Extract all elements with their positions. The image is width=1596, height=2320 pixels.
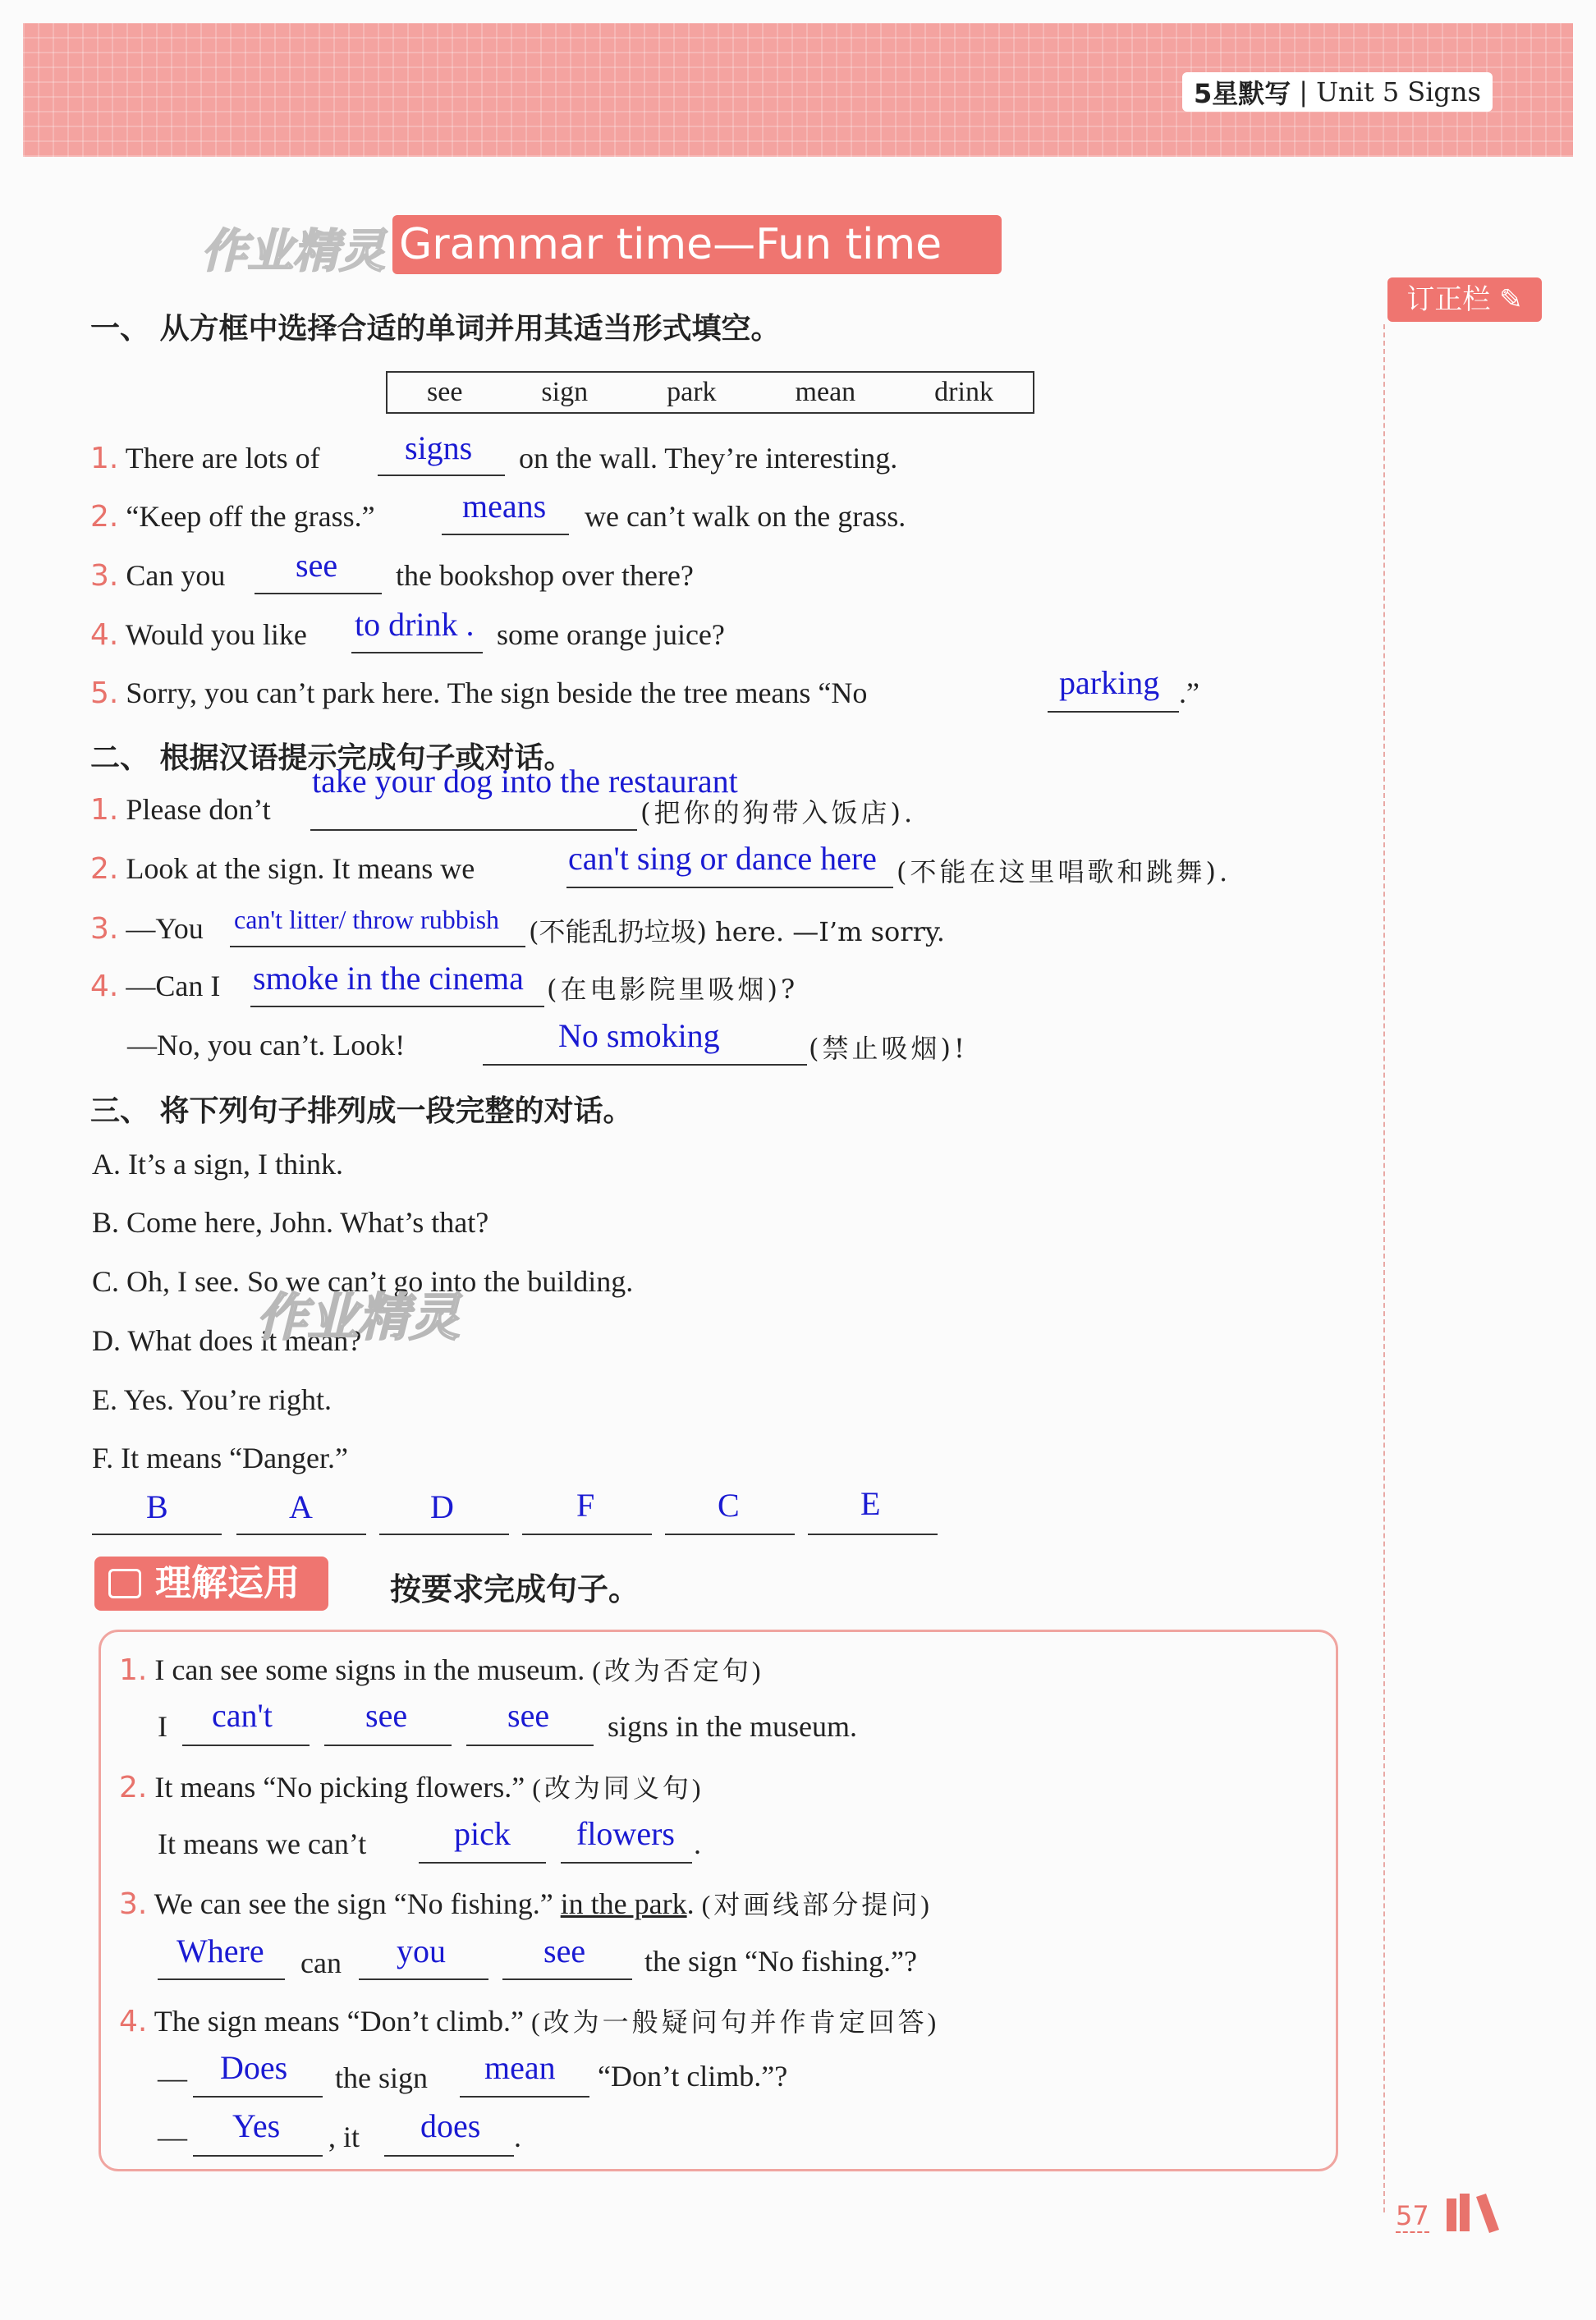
p1-q3-blank[interactable] xyxy=(255,593,382,594)
a-q4: 4. The sign means “Don’t climb.” (改为一般疑问句并作肯定回答) xyxy=(119,2005,940,2038)
p1-q4-answer: to drink . xyxy=(355,606,475,643)
p3-order-blank-3[interactable] xyxy=(379,1534,509,1535)
unit-label: Unit 5 xyxy=(1316,76,1400,108)
notepad-icon xyxy=(108,1569,141,1598)
a-q4-post-1: “Don’t climb.”? xyxy=(598,2060,788,2093)
a-q4-dash-2: — xyxy=(158,2121,187,2153)
p1-q4-tail: some orange juice? xyxy=(497,618,725,651)
p1-q5-tail: .” xyxy=(1179,676,1199,709)
word-park: park xyxy=(667,377,717,407)
a-q4-mid-1: the sign xyxy=(335,2061,428,2094)
p1-q5-blank[interactable] xyxy=(1048,711,1179,713)
p2-q4b-blank[interactable] xyxy=(483,1064,807,1066)
a-q2-answer-2: flowers xyxy=(576,1815,675,1852)
p2-q2-answer: can't sing or dance here xyxy=(568,840,877,877)
p2-q3-blank[interactable] xyxy=(230,946,525,947)
word-drink: drink xyxy=(934,377,993,407)
a-q2-blank-2[interactable] xyxy=(561,1862,692,1864)
a-q4-dash-1: — xyxy=(158,2061,187,2094)
a-q3: 3. We can see the sign “No fishing.” in the park. (对画线部分提问) xyxy=(119,1887,933,1921)
p2-q3: 3. —You xyxy=(90,912,204,946)
a-q4-answer-3: Yes xyxy=(232,2107,281,2144)
a-q2-answer-1: pick xyxy=(454,1815,511,1852)
p2-q3-note: (不能乱扔垃圾) here. —I’m sorry. xyxy=(529,916,945,947)
p3-sentence-e: E. Yes. You’re right. xyxy=(92,1383,332,1416)
p1-q4: 4. Would you like xyxy=(90,618,307,652)
divider: | xyxy=(1299,76,1309,108)
p1-q2-blank[interactable] xyxy=(442,534,569,535)
p1-q3: 3. Can you xyxy=(90,559,226,593)
a-q4-answer-4: does xyxy=(420,2107,481,2144)
pencil-icon: ✎ xyxy=(1499,283,1523,316)
a-q2-pre: It means we can’t xyxy=(158,1827,367,1860)
p3-order-answer-4: F xyxy=(576,1487,595,1524)
a-q3-blank-2[interactable] xyxy=(359,1978,488,1980)
correction-label: 订正栏 xyxy=(1406,283,1491,316)
word-sign: sign xyxy=(541,377,589,407)
p2-q4b-answer: No smoking xyxy=(558,1017,720,1054)
a-q4-mid-2: , it xyxy=(328,2121,360,2153)
p1-q1-blank[interactable] xyxy=(378,475,505,476)
p3-order-blank-1[interactable] xyxy=(92,1534,222,1535)
a-q1-blank-1[interactable] xyxy=(182,1745,310,1746)
a-q4-blank-1[interactable] xyxy=(193,2096,323,2098)
p2-q1: 1. Please don’t xyxy=(90,793,271,827)
apply-tab: 理解运用 xyxy=(94,1557,328,1611)
p1-q2-answer: means xyxy=(462,488,547,525)
a-q4-blank-2[interactable] xyxy=(460,2096,589,2098)
section-banner: Grammar time—Fun time xyxy=(392,215,1002,274)
a-q1-answer-1: can't xyxy=(212,1697,273,1734)
p3-order-answer-5: C xyxy=(718,1487,740,1524)
brand-label: 5星默写 xyxy=(1194,78,1291,109)
a-q4-blank-3[interactable] xyxy=(193,2155,323,2157)
p1-q5: 5. Sorry, you can’t park here. The sign beside the tree means “No xyxy=(90,676,868,710)
p1-q3-answer: see xyxy=(296,547,338,584)
a-q2-post: . xyxy=(694,1827,701,1860)
a-q3-answer-3: see xyxy=(543,1933,586,1969)
p3-sentence-f: F. It means “Danger.” xyxy=(92,1442,349,1474)
a-q1-post: signs in the museum. xyxy=(608,1710,857,1743)
p2-q1-note: (把你的狗带入饭店). xyxy=(640,797,916,828)
p2-q3-answer: can't litter/ throw rubbish xyxy=(234,905,500,934)
a-q3-answer-2: you xyxy=(397,1933,446,1969)
p1-q1-tail: on the wall. They’re interesting. xyxy=(519,442,898,475)
word-box xyxy=(386,371,1034,414)
p3-sentence-a: A. It’s a sign, I think. xyxy=(92,1148,343,1181)
p3-order-blank-4[interactable] xyxy=(522,1534,652,1535)
a-q3-blank-1[interactable] xyxy=(158,1978,285,1980)
a-q1: 1. I can see some signs in the museum. (改为否定句) xyxy=(119,1653,764,1687)
p2-q2-blank[interactable] xyxy=(566,887,893,888)
p1-q1-answer: signs xyxy=(405,429,473,466)
p3-sentence-d: D. What does it mean? xyxy=(92,1324,362,1357)
header-tag xyxy=(1182,72,1493,112)
watermark-middle: 作业精灵 xyxy=(256,1287,461,1347)
p3-order-answer-2: A xyxy=(289,1488,313,1525)
part1-heading: 一、 从方框中选择合适的单词并用其适当形式填空。 xyxy=(90,312,781,346)
a-q2-blank-1[interactable] xyxy=(419,1862,546,1864)
p3-order-answer-6: E xyxy=(860,1485,881,1522)
topic-label: Signs xyxy=(1407,76,1481,108)
p2-q4-reply: —No, you can’t. Look! xyxy=(127,1029,406,1061)
p3-order-blank-5[interactable] xyxy=(665,1534,795,1535)
p2-q1-answer: take your dog into the restaurant xyxy=(312,763,738,800)
p1-q1: 1. There are lots of xyxy=(90,442,320,475)
apply-instruction: 按要求完成句子。 xyxy=(390,1571,640,1607)
correction-divider xyxy=(1383,324,1385,2212)
a-q1-answer-3: see xyxy=(507,1697,550,1734)
p1-q3-tail: the bookshop over there? xyxy=(396,559,694,592)
p2-q2-note: (不能在这里唱歌和跳舞). xyxy=(897,856,1231,887)
a-q3-mid: can xyxy=(300,1946,342,1979)
p2-q4-note: (在电影院里吸烟)? xyxy=(547,974,799,1005)
p3-sentence-c: C. Oh, I see. So we can’t go into the building. xyxy=(92,1265,634,1298)
books-icon xyxy=(1445,2190,1502,2233)
p3-order-answer-1: B xyxy=(146,1488,168,1525)
a-q2: 2. It means “No picking flowers.” (改为同义句) xyxy=(119,1771,704,1804)
a-q3-answer-1: Where xyxy=(177,1933,264,1969)
p1-q5-answer: parking xyxy=(1059,664,1160,701)
p3-order-blank-6[interactable] xyxy=(808,1534,938,1535)
correction-tab xyxy=(1387,277,1542,322)
watermark-top: 作业精灵 xyxy=(201,225,385,278)
p1-q4-blank[interactable] xyxy=(351,652,483,653)
p2-q1-blank[interactable] xyxy=(310,829,637,831)
word-mean: mean xyxy=(795,377,856,407)
p2-q4: 4. —Can I xyxy=(90,970,221,1003)
a-q3-blank-3[interactable] xyxy=(502,1978,632,1980)
a-q1-pre: I xyxy=(158,1710,167,1743)
p3-sentence-b: B. Come here, John. What’s that? xyxy=(92,1206,489,1239)
a-q4-post-2: . xyxy=(514,2121,521,2153)
a-q1-answer-2: see xyxy=(365,1697,408,1734)
a-q4-answer-1: Does xyxy=(220,2049,288,2086)
p1-q2-tail: we can’t walk on the grass. xyxy=(585,500,906,533)
p1-q2: 2. “Keep off the grass.” xyxy=(90,500,375,534)
p2-q4-answer: smoke in the cinema xyxy=(253,960,524,997)
p2-q2: 2. Look at the sign. It means we xyxy=(90,852,475,886)
p3-order-blank-2[interactable] xyxy=(236,1534,366,1535)
a-q3-post: the sign “No fishing.”? xyxy=(644,1945,917,1978)
p2-q4-blank[interactable] xyxy=(250,1006,544,1007)
word-see: see xyxy=(427,377,463,407)
p3-order-answer-3: D xyxy=(430,1488,454,1525)
p2-q4b-note: (禁止吸烟)! xyxy=(809,1033,968,1064)
a-q4-blank-4[interactable] xyxy=(384,2155,514,2157)
a-q1-blank-3[interactable] xyxy=(466,1745,594,1746)
a-q1-blank-2[interactable] xyxy=(324,1745,452,1746)
page-number: 57 xyxy=(1396,2200,1429,2231)
a-q4-answer-2: mean xyxy=(484,2049,556,2086)
part2-heading: 二、 根据汉语提示完成句子或对话。 xyxy=(90,741,574,775)
part3-heading: 三、 将下列句子排列成一段完整的对话。 xyxy=(90,1094,633,1128)
